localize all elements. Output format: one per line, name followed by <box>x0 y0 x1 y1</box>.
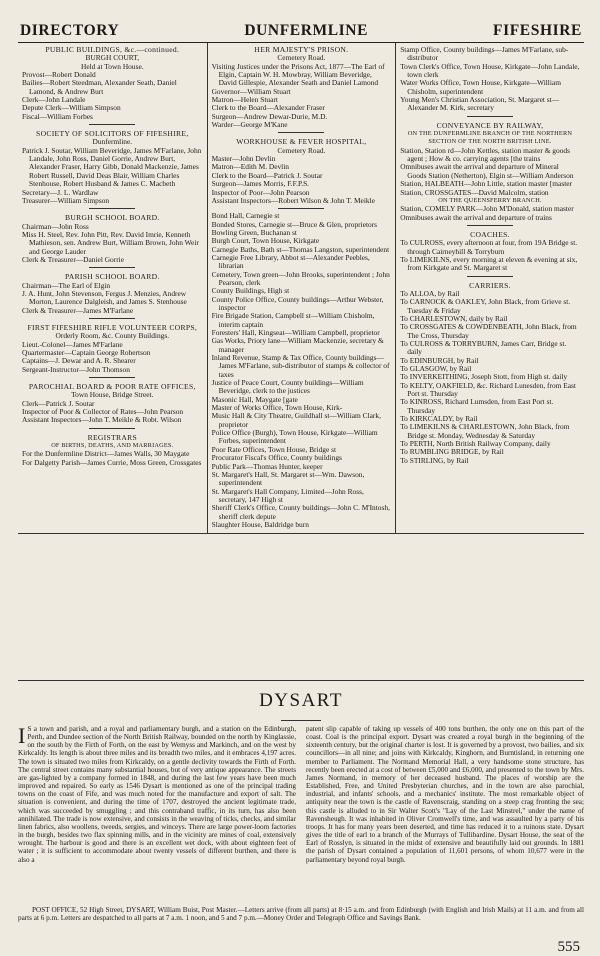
directory-entry: Cemetery, Town green—John Brooks, superintendent ; John Pearson, clerk <box>211 269 390 287</box>
directory-entry: To CHARLESTOWN, daily by Rail <box>400 313 508 323</box>
directory-entry: Foresters' Hall, Kingseat—William Campbell, proprietor <box>211 328 380 337</box>
directory-entry: Clerk to the Board—Patrick J. Soutar <box>211 170 323 180</box>
directory-entry: St. Margaret's Hall Company, Limited—John Ross, secretary, 147 High st <box>211 486 364 504</box>
directory-entry: Stamp Office, County buildings—James M'Farlane, sub-distributor <box>400 45 569 63</box>
directory-entry: Inspector of Poor & Collector of Rates—John Pearson <box>22 407 184 417</box>
section-rule <box>278 132 324 133</box>
section-rule <box>278 208 324 209</box>
section-rule <box>467 116 513 117</box>
directory-entry: Matron—Edith M. Devlin <box>211 162 289 172</box>
directory-entry: Carnegie Baths, Bath st—Thomas Langston, superintendent <box>211 244 390 254</box>
section-title: REGISTRARS <box>87 432 137 442</box>
directory-entry: To LIMEKILNS & CHARLESTOWN, John Black, from Bridge st. Monday, Wednesday & Saturday <box>400 422 570 440</box>
directory-entry: Station, HALBEATH—John Little, station master [master <box>400 179 572 189</box>
directory-entry: Clerk to the Board—Alexander Fraser <box>211 103 325 113</box>
header-right: FIFESHIRE <box>493 22 582 39</box>
dysart-text-right: patent slip capable of taking up vessels of 400 tons burthen, the only one on this part of the coast. Coal is the principal export. Dysart was created a royal burgh in the beginning of the sixteenth century, but the original charter is lost. It is governed by a provost, two bailies, and six councillors—in all nine; and joins with Kirkcaldy, Kinghorn, and Burntisland, in returning one member to Parliament. The Normand Memorial Hall, a very handsome stone structure, has recently been erected at a cost of between £5,000 and £6,000, and presented to the town by Mrs. James Normand, in memory of her deceased husband. The places of worship are the Established, Free, and United Presbyterian churches, and in the town are also parochial, industrial, and infants' schools, and a mechanics' institute. The most remarkable object of antiquity near the town is the castle of Ravenscraig, standing on a steep crag fronting the sea; this castle is alluded to in Sir Walter Scott's "Lay of the Last Minstrel," under the name of Ravensheugh. It was inhabited in Oliver Cromwell's time, and was assaulted by a party of his troops. It has for many years been deserted, and time has reduced it to a ruinous state. Dysart gives the title of earl to a branch of the Murrays of Tullibardine. Dysart House, the seat of the Earl of Rosslyn, is situated in the midst of extensive and beautifully laid out grounds. In 1881 the parish of Dysart contained a population of 11,601 persons, of whom 10,677 were in the parliamentary beyond royal burgh. <box>306 725 584 864</box>
directory-entry: Master—John Devlin <box>211 154 276 164</box>
section-note: ON THE DUNFERMLINE BRANCH OF THE NORTHERN SECTION OF THE NORTH BRITISH LINE. <box>407 130 573 146</box>
column-1 <box>18 43 207 533</box>
directory-entry: Visiting Justices under the Prisons Act, 1877—The Earl of Elgin, Captain W. H. Mowbray, William Beveridge, David Gillespie, Alexander Seath and Daniel Lamond <box>211 61 385 88</box>
page-number: 555 <box>557 939 580 955</box>
section-subtitle: Held at Town House. <box>81 61 144 71</box>
directory-entry: Captains—J. Dewar and A. R. Shearer <box>22 356 136 366</box>
directory-entry: County Buildings, High st <box>211 286 290 296</box>
header-left: DIRECTORY <box>20 22 120 39</box>
directory-entry: Provost—Robert Donald <box>22 70 96 80</box>
directory-entry: For the Dunfermline District—James Walls, 30 Maygate <box>22 449 190 459</box>
section-rule <box>89 318 135 319</box>
directory-entry: To RUMBLING BRIDGE, by Rail <box>400 447 504 457</box>
title-rule <box>281 720 321 721</box>
section-title: BURGH SCHOOL BOARD. <box>64 213 160 223</box>
section-subtitle: Town House, Bridge Street. <box>71 390 154 400</box>
directory-entry: Water Works Office, Town House, Kirkgate—William Chisholm, superintendent <box>400 78 561 96</box>
section-title: PARISH SCHOOL BOARD. <box>64 272 160 282</box>
directory-entry: Gas Works, Priory lane—William Mackenzie, secretary & manager <box>211 336 384 354</box>
section-subtitle: Cemetery Road. <box>277 53 326 63</box>
section-rule <box>467 276 513 277</box>
directory-entry: Matron—Helen Stuart <box>211 95 278 105</box>
directory-entry: Town Clerk's Office, Town House, Kirkgate—John Landale, town clerk <box>400 61 580 80</box>
directory-entry: Miss H. Steel, Rev. John Pitt, Rev. David Imrie, Kenneth Mathieson, sen. Andrew Burt, William Brown, John Weir and George Lauder <box>22 229 199 256</box>
directory-entry: To ALLOA, by Rail <box>400 288 460 298</box>
directory-entry: Clerk & Treasurer—Daniel Gorrie <box>22 254 125 264</box>
section-subtitle: Orderly Room, &c. County Buildings. <box>55 331 170 341</box>
directory-entry: Inland Revenue, Stamp & Tax Office, County buildings—James M'Farlane, sub-distributor of stamps & collector of taxes <box>211 353 390 379</box>
directory-entry: Chairman—The Earl of Elgin <box>22 280 111 290</box>
directory-entry: Police Office (Burgh), Town House, Kirkgate—William Forbes, superintendent <box>211 428 378 446</box>
dysart-description <box>18 725 584 864</box>
section-title: HER MAJESTY'S PRISON. <box>254 45 349 54</box>
directory-entry: Burgh Court, Town House, Kirkgate <box>211 236 320 246</box>
directory-entry: Music Hall & City Theatre, Guildhall st—William Clark, proprietor <box>211 411 381 429</box>
directory-entry: To CARNOCK & OAKLEY, John Black, from Grieve st. Tuesday & Friday <box>400 297 571 315</box>
directory-entry: Fire Brigade Station, Campbell st—William Chisholm, interim captain <box>211 311 375 329</box>
section-divider <box>18 680 584 681</box>
directory-entry: To GLASGOW, by Rail <box>400 364 472 374</box>
directory-entry: County Police Office, County buildings—Arthur Webster, inspector <box>211 294 384 312</box>
post-office-notice: POST OFFICE, 52 High Street, DYSART, William Buist, Post Master.—Letters arrive (from all parts) at 8·15 a.m. and from Edinburgh (with English and Irish Mails) at 11 a.m. and from all parts at 6 p.m. Letters are despatched to all parts at 7 a.m. 1 noon, and 5 and 7 p.m.—Money Order and Telegraph Office and Savings Bank. <box>18 906 584 923</box>
directory-entry: Inspector of Poor—John Pearson <box>211 187 310 197</box>
directory-entry: Warder—George M'Kane <box>211 120 288 130</box>
directory-entry: Governor—William Stuart <box>211 86 291 96</box>
directory-entry: Quartermaster—Captain George Robertson <box>22 348 151 357</box>
section-rule <box>89 377 135 378</box>
directory-entry: Clerk & Treasurer—James M'Farlane <box>22 305 134 315</box>
directory-entry: To KELTY, OAKFIELD, &c. Richard Lunesden, from East Port st. Thursday <box>400 380 576 399</box>
directory-entry: Patrick J. Soutar, William Beveridge, James M'Farlane, John Landale, John Ross, Daniel Gorrie, Andrew Burt, Alexander Fraser, Harry Gibb, Donald Mackenzie, James Robert Russell, David Deas Blair, William Charles Stenhouse, Robert Husband & James C. Macbeth <box>22 145 202 189</box>
section-title: PUBLIC BUILDINGS, &c.—continued. <box>45 45 180 54</box>
section-title: WORKHOUSE & FEVER HOSPITAL, <box>236 137 367 147</box>
directory-entry: Masonic Hall, Maygate [gate <box>211 394 298 404</box>
directory-entry: Poor Rate Offices, Town House, Bridge st <box>211 444 337 454</box>
directory-entry: Master of Works Office, Town House, Kirk- <box>211 403 343 413</box>
directory-entry: To CULROSS, every afternoon at four, from 19A Bridge st. through Cairneyhill & Torryburn <box>400 238 578 256</box>
dysart-title: DYSART <box>259 690 343 711</box>
directory-entry: Procurator Fiscal's Office, County buildings <box>211 453 342 463</box>
directory-entry: To KINROSS, Richard Lumsden, from East Port st. Thursday <box>400 397 554 415</box>
directory-entry: Justice of Peace Court, County buildings—William Beveridge, clerk to the justices <box>211 378 364 396</box>
directory-entry: For Dalgetty Parish—James Currie, Moss Green, Crossgates <box>22 457 202 467</box>
section-note: OF BIRTHS, DEATHS, AND MARRIAGES. <box>51 442 174 450</box>
directory-entry: Assistant Inspectors—John T. Meikle & Robt. Wilson <box>22 415 182 425</box>
column-3 <box>395 43 584 533</box>
section-note: ON THE QUEENSFERRY BRANCH. <box>438 196 542 204</box>
directory-entry: Assistant Inspectors—Robert Wilson & John T. Meikle <box>211 195 375 205</box>
section-title: FIRST FIFESHIRE RIFLE VOLUNTEER CORPS, <box>27 322 198 332</box>
directory-entry: Bowling Green, Buchanan st <box>211 227 297 237</box>
directory-entry: Slaughter House, Baldridge burn <box>211 519 309 529</box>
directory-entry: Station, Station rd—John Kettles, station master & goods agent ; How & co. carrying agents [the trains <box>400 145 570 164</box>
section-rule <box>89 208 135 209</box>
directory-entry: To EDINBURGH, by Rail <box>400 355 479 365</box>
directory-entry: Clerk—Patrick J. Soutar <box>22 398 95 408</box>
directory-entry: Station, COMELY PARK—John M'Donald, station master <box>400 204 574 214</box>
directory-entry: Surgeon—James Morris, F.F.P.S. <box>211 179 310 189</box>
directory-entry: To PERTH, North British Railway Company, daily <box>400 439 551 449</box>
directory-entry: Sergeant-Instructor—John Thomson <box>22 364 130 374</box>
directory-entry: To INVERKEITHING, Joseph Stott, from High st. daily <box>400 372 568 382</box>
directory-entry: Fiscal—William Forbes <box>22 111 93 121</box>
dysart-left-body: S a town and parish, and a royal and parliamentary burgh, and a station on the Edinburgh, Perth, and Dundee section of the North British Railway, bounded on the north by Kinglassie, on the south by the Firth of Forth, on the east by Wemyss and Markinch, and on the west by Kirkcaldy. Its length is about three miles and its breadth two miles, and it embraces 4,197 acres. The town is situated two miles from Kirkcaldy, on a gentle declivity towards the Firth of Forth. The central street contains many substantial houses, but of very antique appearance. The streets are gas-lighted by a company formed in 1848, and during the last few years have been much improved and repaired. So early as 1546 Dysart is mentioned as one of the principal trading towns on the coast of Fife, and was much noted for the manufacture and export of salt. The situation is convenient, and during the time of 1707, destroyed the ancient legitimate trade, which was succeeded by smuggling ; and this contraband traffic, in its turn, has also been annihilated. The trade is now extensive, and consists in the weaving of ticks, checks, and similar linen fabrics, also woollens, tweeds, sergies, and winceys. There are large power-loom factories in the burgh, besides two flax spinning mills, and in the vicinity are mines of coal, extensively wrought. The harbour is good and there is an excellent wet dock, with about eighteen feet of water ; it is sufficient to accommodate about twenty vessels of different burthen, and there is also a <box>18 725 296 864</box>
section-rule <box>467 225 513 226</box>
page-header <box>18 22 584 43</box>
directory-page <box>18 22 584 534</box>
section-subtitle: Cemetery Road. <box>277 145 326 155</box>
directory-entry: St. Margaret's Hall, St. Margaret st—Wm. Dawson, superintendent <box>211 469 365 488</box>
directory-entry: Sheriff Clerk's Office, County buildings—John C. M'Intosh, sheriff clerk depute <box>211 503 390 521</box>
directory-entry: Bailies—Robert Steedman, Alexander Seath, Daniel Lamond, & Andrew Burt <box>22 78 177 96</box>
directory-entry: Public Park—Thomas Hunter, keeper <box>211 461 323 471</box>
section-rule <box>89 124 135 125</box>
directory-entry: Chairman—John Ross <box>22 221 89 231</box>
directory-entry: Secretary—J. L. Wardlaw <box>22 187 99 197</box>
section-rule <box>89 267 135 268</box>
directory-entry: Bonded Stores, Carnegie st—Bruce & Glen, proprietors <box>211 219 378 229</box>
directory-entry: Clerk—John Landale <box>22 95 86 105</box>
directory-entry: Surgeon—Andrew Dewar-Durie, M.D. <box>211 111 328 121</box>
directory-entry: Lieut.-Colonel—James M'Farlane <box>22 339 123 349</box>
directory-entry: J. A. Hunt, John Stevenson, Fergus J. Menzies, Andrew Morton, Laurence Dalgleish, and James S. Stenhouse <box>22 288 187 307</box>
directory-entry: Depute Clerk—William Simpson <box>22 103 121 113</box>
directory-entry: Omnibuses await the arrival and departure of trains <box>400 212 552 222</box>
directory-entry: Bond Hall, Carnegie st <box>211 211 280 221</box>
section-title: COACHES. <box>470 229 510 239</box>
header-center: DUNFERMLINE <box>244 22 369 39</box>
column-2 <box>207 43 396 533</box>
directory-entry: Station, CROSSGATES—David Malcolm, station <box>400 187 549 197</box>
directory-entry: To CULROSS & TORRYBURN, James Carr, Bridge st. daily <box>400 339 567 357</box>
directory-entry: To CROSSGATES & COWDENBEATH, John Black, from The Cross, Thursday <box>400 322 577 340</box>
directory-entry: To STIRLING, by Rail <box>400 455 469 465</box>
directory-entry: Young Men's Christian Association, St. Margaret st—Alexander M. Kirk, secretary <box>400 95 560 113</box>
section-rule <box>89 428 135 429</box>
section-title: CARRIERS. <box>469 280 511 290</box>
directory-entry: To LIMEKILNS, every morning at eleven & evening at six, from Kirkgate and St. Margaret st <box>400 254 578 273</box>
directory-entry: Treasurer—William Simpson <box>22 195 110 205</box>
section-title: CONVEYANCE BY RAILWAY, <box>436 120 544 130</box>
directory-columns <box>18 43 584 534</box>
dysart-text-left <box>18 725 301 864</box>
section-subtitle: BURGH COURT, <box>85 53 140 63</box>
section-title: SOCIETY OF SOLICITORS OF FIFESHIRE, <box>36 129 189 139</box>
section-title: PAROCHIAL BOARD & POOR RATE OFFICES, <box>28 382 196 392</box>
drop-cap: I <box>18 723 26 748</box>
directory-entry: Omnibuses await the arrival and departure of Mineral Goods Station (Netherton), Elgin st—William Anderson <box>400 162 574 180</box>
directory-entry: To KIRKCALDY, by Rail <box>400 414 478 424</box>
section-subtitle: Dunfermline. <box>92 137 133 147</box>
directory-entry: Carnegie Free Library, Abbot st—Alexander Peebles, librarian <box>211 252 370 271</box>
